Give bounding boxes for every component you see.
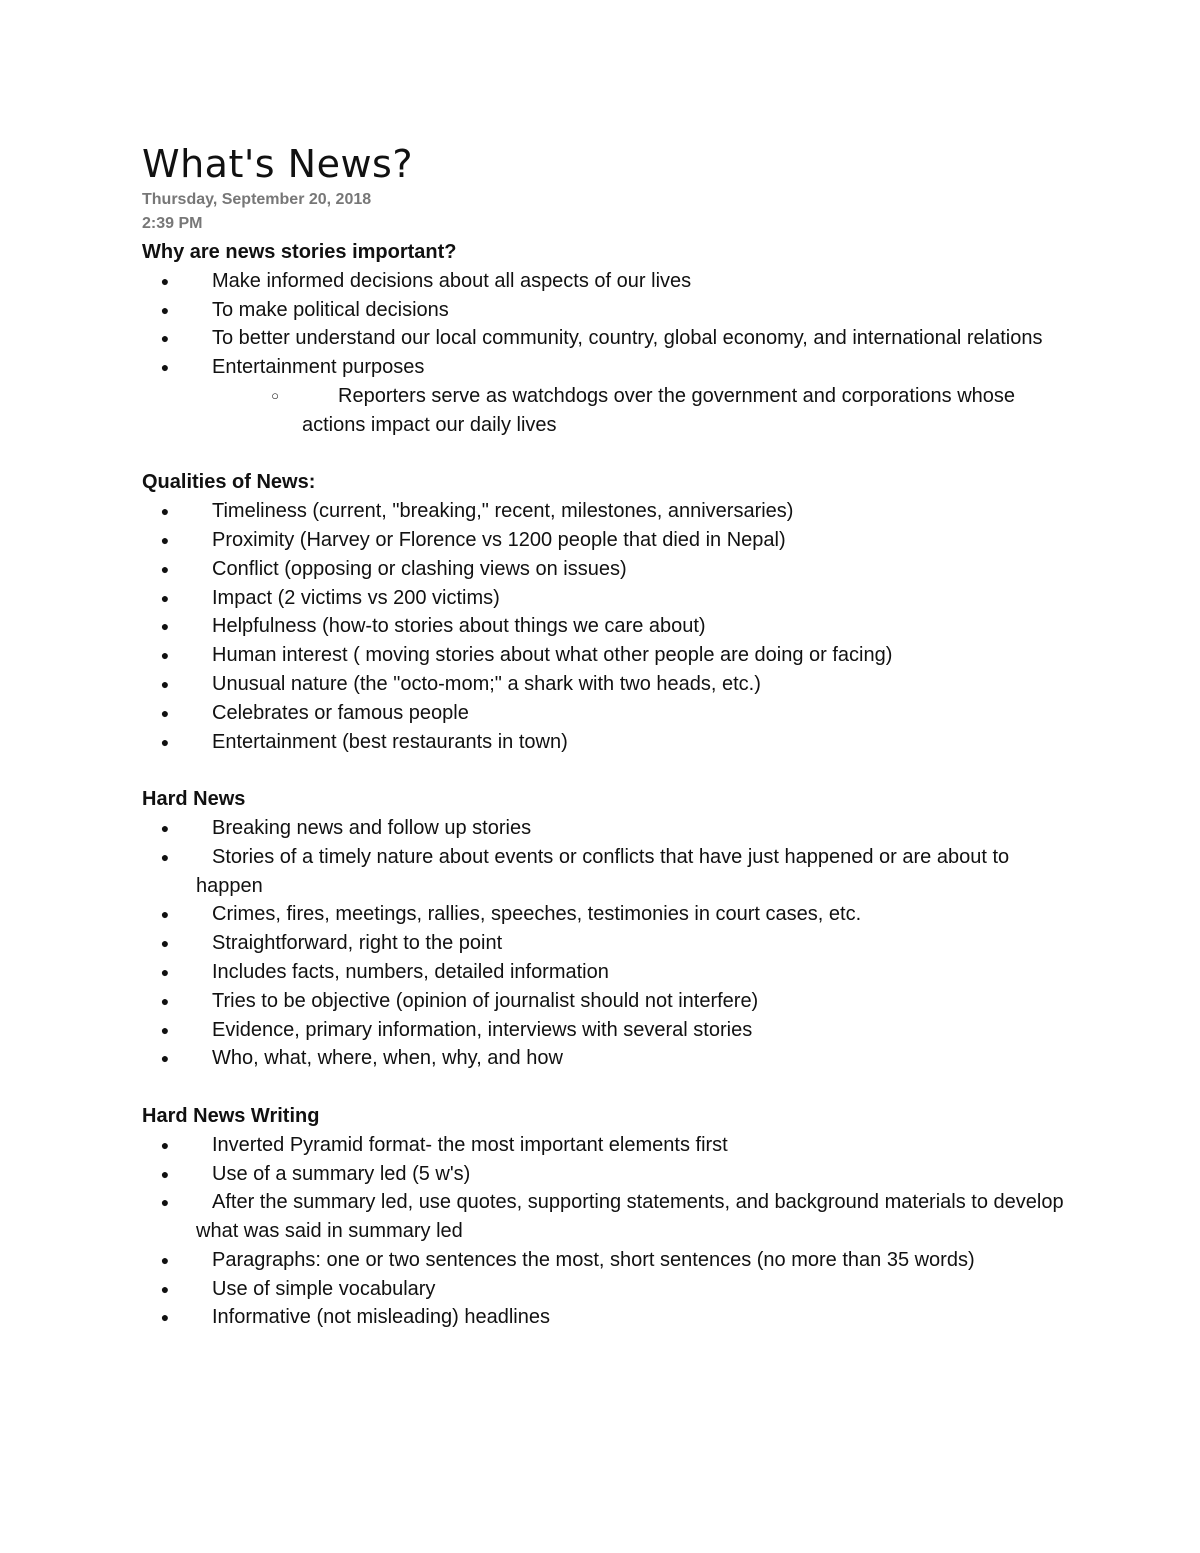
page-date: Thursday, September 20, 2018 [142,191,372,208]
bullet-icon: ● [160,1194,170,1211]
list-item: ● Stories of a timely nature about events or conflicts that have just happened or are about to happen [142,843,1072,901]
list-item: ● Includes facts, numbers, detailed information [142,958,1072,987]
list-item: ● Breaking news and follow up stories [142,814,1072,843]
page-time: 2:39 PM [142,215,203,232]
list-item: ● Evidence, primary information, interviews with several stories [142,1016,1072,1045]
bullet-icon: ● [160,704,170,721]
notes-content [142,238,1072,1332]
list-item: ● Proximity (Harvey or Florence vs 1200 people that died in Nepal) [142,526,1072,555]
list-item: ● Make informed decisions about all aspects of our lives [142,267,1072,296]
list-item: ● Informative (not misleading) headlines [142,1303,1072,1332]
list-item: ● Impact (2 victims vs 200 victims) [142,584,1072,613]
list-item: ● Conflict (opposing or clashing views on issues) [142,555,1072,584]
list-item: ● To better understand our local community, country, global economy, and international relations [142,324,1072,353]
page-title: What's News? [142,142,414,186]
bullet-icon: ● [160,1309,170,1326]
bullet-icon: ● [160,848,170,865]
bullet-icon: ● [160,301,170,318]
bullet-icon: ● [160,1050,170,1067]
bullet-icon: ● [160,1165,170,1182]
list-item: ● Inverted Pyramid format- the most important elements first [142,1131,1072,1160]
bullet-icon: ● [160,963,170,980]
bullet-icon: ● [160,906,170,923]
bullet-list-hard-news [142,814,1072,1073]
list-item: ● Straightforward, right to the point [142,929,1072,958]
list-item: ● Human interest ( moving stories about what other people are doing or facing) [142,641,1072,670]
bullet-icon: ● [160,1251,170,1268]
bullet-icon: ● [160,1280,170,1297]
bullet-icon: ● [160,503,170,520]
list-item: ● Entertainment purposes ○ Reporters serve as watchdogs over the government and corporations whose actions impact our daily lives [142,353,1072,439]
list-item: ● After the summary led, use quotes, supporting statements, and background materials to develop what was said in summary led [142,1188,1072,1246]
sub-list-item: ○ Reporters serve as watchdogs over the government and corporations whose actions impact our daily lives [196,382,1072,440]
bullet-icon: ● [160,992,170,1009]
circle-bullet-icon: ○ [271,387,279,403]
list-item: ● Paragraphs: one or two sentences the most, short sentences (no more than 35 words) [142,1246,1072,1275]
list-item: ● Use of a summary led (5 w's) [142,1160,1072,1189]
bullet-icon: ● [160,1136,170,1153]
bullet-icon: ● [160,819,170,836]
section-heading-qualities: Qualities of News: [142,471,316,494]
bullet-icon: ● [160,935,170,952]
bullet-icon: ● [160,618,170,635]
bullet-icon: ● [160,675,170,692]
section-heading-hard-news: Hard News [142,788,246,811]
bullet-icon: ● [160,647,170,664]
bullet-list-hard-news-writing [142,1131,1072,1333]
list-item: ● Unusual nature (the "octo-mom;" a shark with two heads, etc.) [142,670,1072,699]
list-item: ● Crimes, fires, meetings, rallies, speeches, testimonies in court cases, etc. [142,900,1072,929]
bullet-icon: ● [160,359,170,376]
list-item: ● Entertainment (best restaurants in town) [142,728,1072,757]
bullet-list-why-important [142,267,1072,440]
bullet-icon: ● [160,560,170,577]
bullet-icon: ● [160,272,170,289]
bullet-icon: ● [160,589,170,606]
bullet-icon: ● [160,330,170,347]
list-item: ● To make political decisions [142,296,1072,325]
sub-bullet-list [196,382,1072,440]
list-item: ● Use of simple vocabulary [142,1275,1072,1304]
bullet-icon: ● [160,1021,170,1038]
list-item: ● Tries to be objective (opinion of journalist should not interfere) [142,987,1072,1016]
bullet-icon: ● [160,531,170,548]
section-heading-hard-news-writing: Hard News Writing [142,1104,320,1127]
list-item: ● Who, what, where, when, why, and how [142,1044,1072,1073]
list-item: ● Timeliness (current, "breaking," recent, milestones, anniversaries) [142,497,1072,526]
list-item: ● Celebrates or famous people [142,699,1072,728]
list-item: ● Helpfulness (how-to stories about things we care about) [142,612,1072,641]
bullet-list-qualities [142,497,1072,756]
bullet-icon: ● [160,733,170,750]
section-heading-why-important: Why are news stories important? [142,241,457,263]
